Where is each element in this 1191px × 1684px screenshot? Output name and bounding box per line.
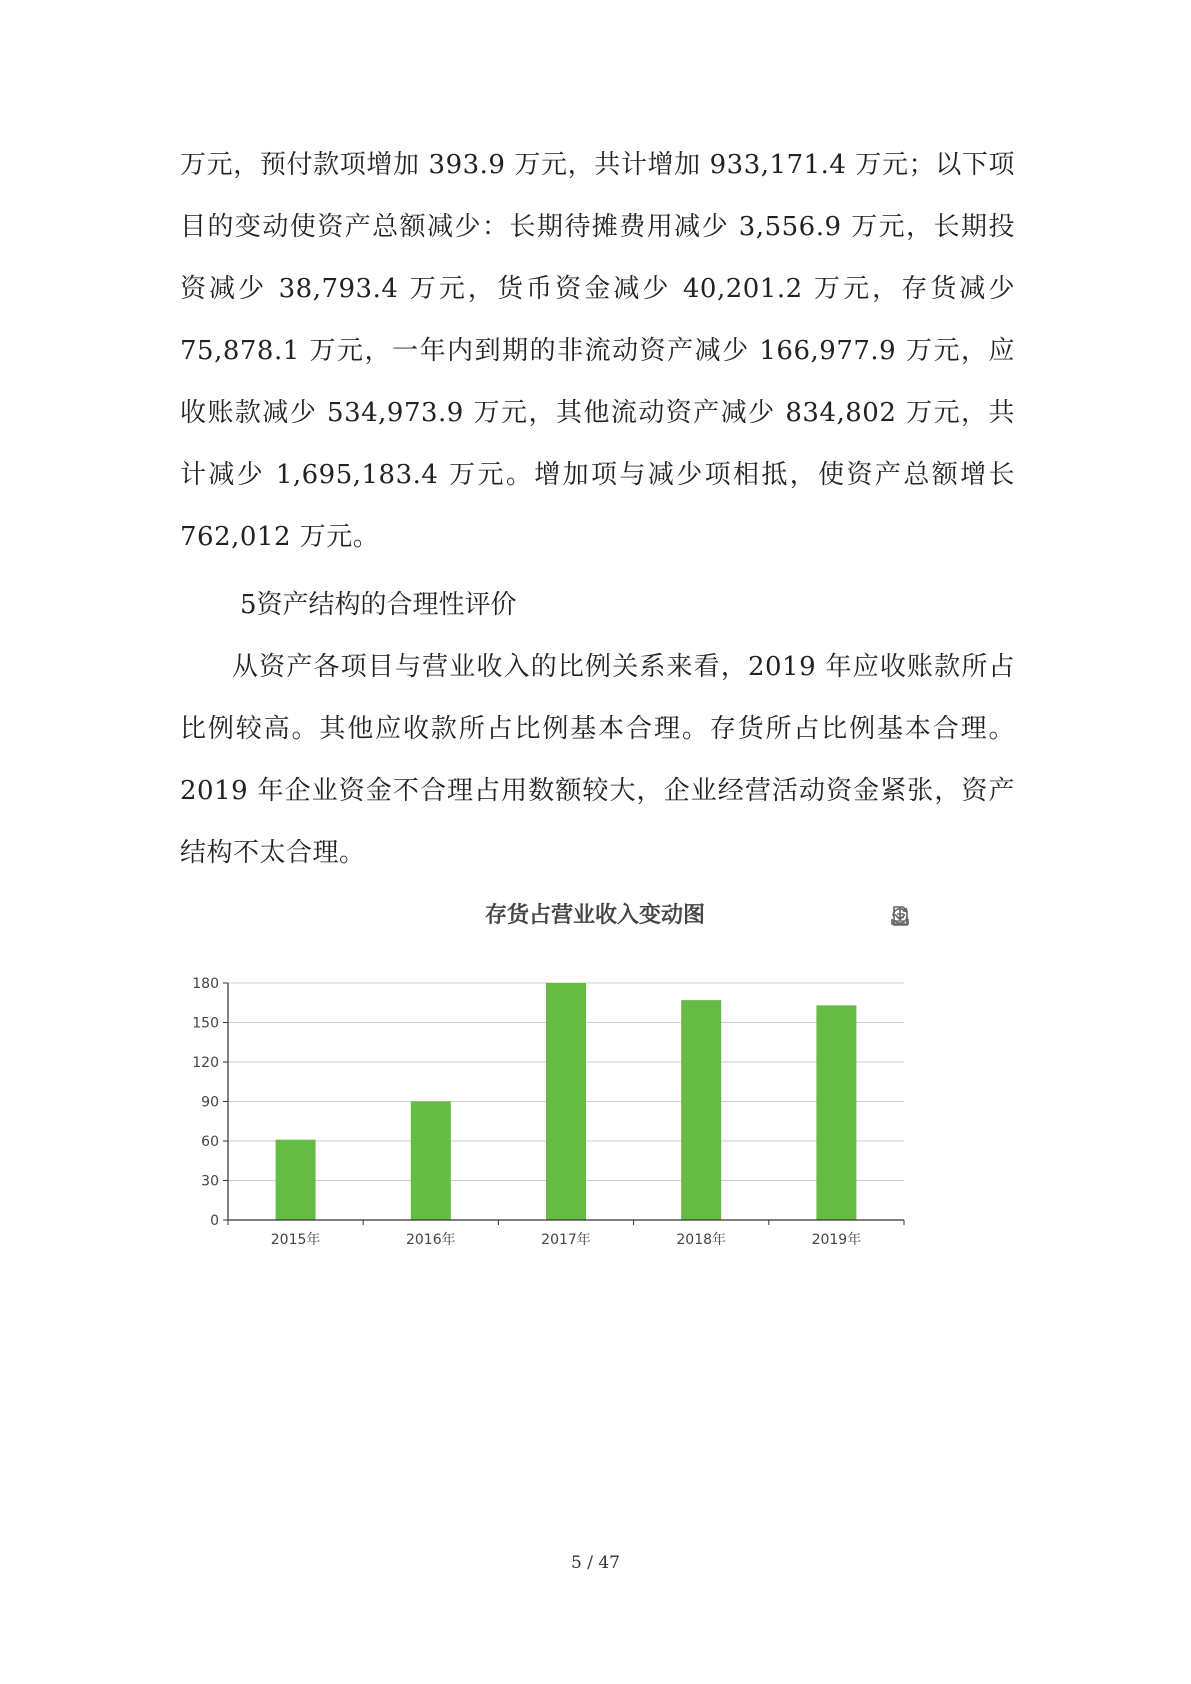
bar-chart <box>180 890 1010 1330</box>
y-tick-label: 120 <box>192 1055 219 1071</box>
bar-2019年[interactable] <box>816 1005 856 1220</box>
chart-title: 存货占营业收入变动图 <box>484 903 705 928</box>
y-tick-label: 180 <box>192 976 219 992</box>
y-tick-label: 90 <box>201 1094 219 1111</box>
x-tick-label: 2017年 <box>541 1232 591 1248</box>
y-tick-label: 60 <box>201 1134 219 1150</box>
bar-2017年[interactable] <box>546 983 586 1220</box>
y-tick-label: 30 <box>201 1173 219 1190</box>
body-paragraph-1: 万元，预付款项增加 393.9 万元，共计增加 933,171.4 万元；以下项目的变动使资产总额减少：长期待摊费用减少 3,556.9 万元，长期投资减少 38,793.4 万元，货币资金减少 40,201.2 万元，存货减少 75,878.1 万元，一年内到期的非流动资产减少 166,977.9 万元，应收账款减少 534,973.9 万元，其他流动资产减少 834,802 万元，共计减少 1,695,183.4 万元。增加项与减少项相抵，使资产总额增长 762,012 万元。 <box>180 150 1015 552</box>
section-heading: 5资产结构的合理性评价 <box>240 590 517 620</box>
y-tick-label: 150 <box>192 1015 219 1032</box>
x-tick-label: 2015年 <box>270 1232 321 1248</box>
x-tick-label: 2018年 <box>676 1232 727 1248</box>
bar-2018年[interactable] <box>681 1000 721 1220</box>
x-tick-label: 2016年 <box>405 1232 456 1248</box>
y-tick-label: 0 <box>210 1213 219 1229</box>
chart-container <box>180 890 1010 1330</box>
body-paragraph-2: 从资产各项目与营业收入的比例关系来看，2019 年应收账款所占比例较高。其他应收款所占比例基本合理。存货所占比例基本合理。2019 年企业资金不合理占用数额较大，企业经营活动资金紧张，资产结构不太合理。 <box>180 652 1015 868</box>
x-tick-label: 2019年 <box>811 1232 862 1248</box>
page-number: 5 / 47 <box>571 1553 620 1573</box>
bar-2016年[interactable] <box>411 1102 451 1221</box>
bar-2015年[interactable] <box>276 1140 316 1220</box>
